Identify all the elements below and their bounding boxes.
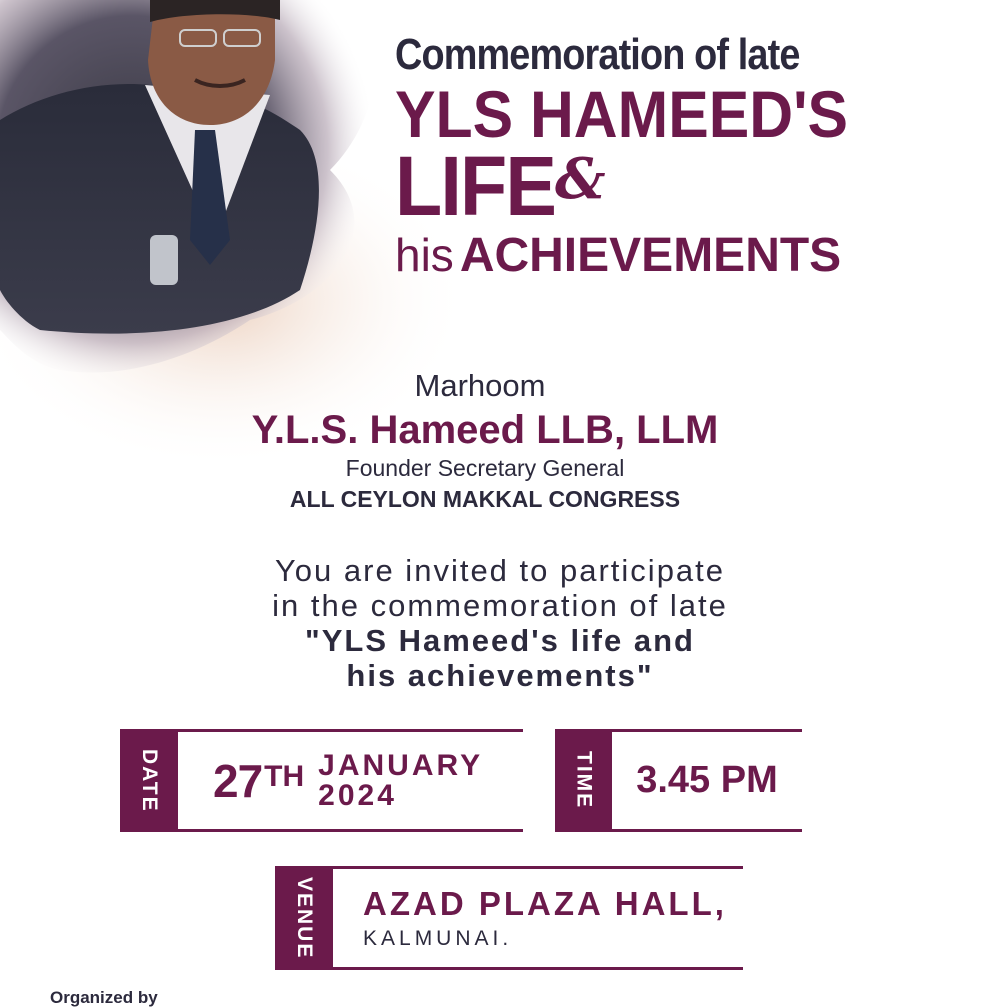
venue-tag-label: VENUE xyxy=(293,876,316,960)
date-tag xyxy=(120,729,178,832)
venue-tag xyxy=(275,866,333,970)
time-tag xyxy=(555,729,612,832)
date-tag-label: DATE xyxy=(138,748,161,813)
honoree-block xyxy=(0,368,1000,513)
organized-by-label: Organized by xyxy=(50,988,158,1007)
venue-name: AZAD PLAZA HALL, xyxy=(363,885,727,922)
time-tag-label: TIME xyxy=(572,751,596,810)
headline-subtitle: Commemoration of late xyxy=(395,30,800,79)
invitation-line: You are invited to participate xyxy=(274,553,726,588)
headline-achievements-row xyxy=(395,228,995,283)
date-year: 2024 xyxy=(318,778,397,812)
honoree-name: Y.L.S. Hameed LLB, LLM xyxy=(251,408,719,452)
date-suffix: TH xyxy=(264,760,305,793)
headline-his: his xyxy=(395,229,454,281)
venue-box xyxy=(275,866,743,970)
headline-life: LIFE xyxy=(395,139,556,233)
headline-name: YLS HAMEED'S xyxy=(395,77,849,151)
invitation-quote-line: "YLS Hameed's life and xyxy=(305,623,695,658)
date-body xyxy=(178,729,523,832)
headline-achievements: ACHIEVEMENTS xyxy=(459,229,842,282)
honoree-prefix: Marhoom xyxy=(414,368,546,403)
honoree-organization: ALL CEYLON MAKKAL CONGRESS xyxy=(289,486,681,512)
invitation-line: in the commemoration of late xyxy=(272,588,728,623)
headline-ampersand: & xyxy=(555,146,606,212)
venue-city: KALMUNAI. xyxy=(363,927,513,950)
time-body xyxy=(612,729,802,832)
honoree-title: Founder Secretary General xyxy=(345,455,625,481)
date-day: 27 xyxy=(213,754,263,807)
time-box xyxy=(555,729,802,832)
invitation-text xyxy=(0,553,1000,693)
date-month: JANUARY xyxy=(318,748,484,782)
time-value: 3.45 PM xyxy=(636,759,778,801)
invitation-quote-line: his achievements" xyxy=(346,658,654,693)
venue-body xyxy=(333,866,743,970)
headline-life-row xyxy=(395,139,995,233)
headline xyxy=(395,30,995,283)
date-month-year xyxy=(318,748,484,812)
date-box xyxy=(120,729,523,832)
